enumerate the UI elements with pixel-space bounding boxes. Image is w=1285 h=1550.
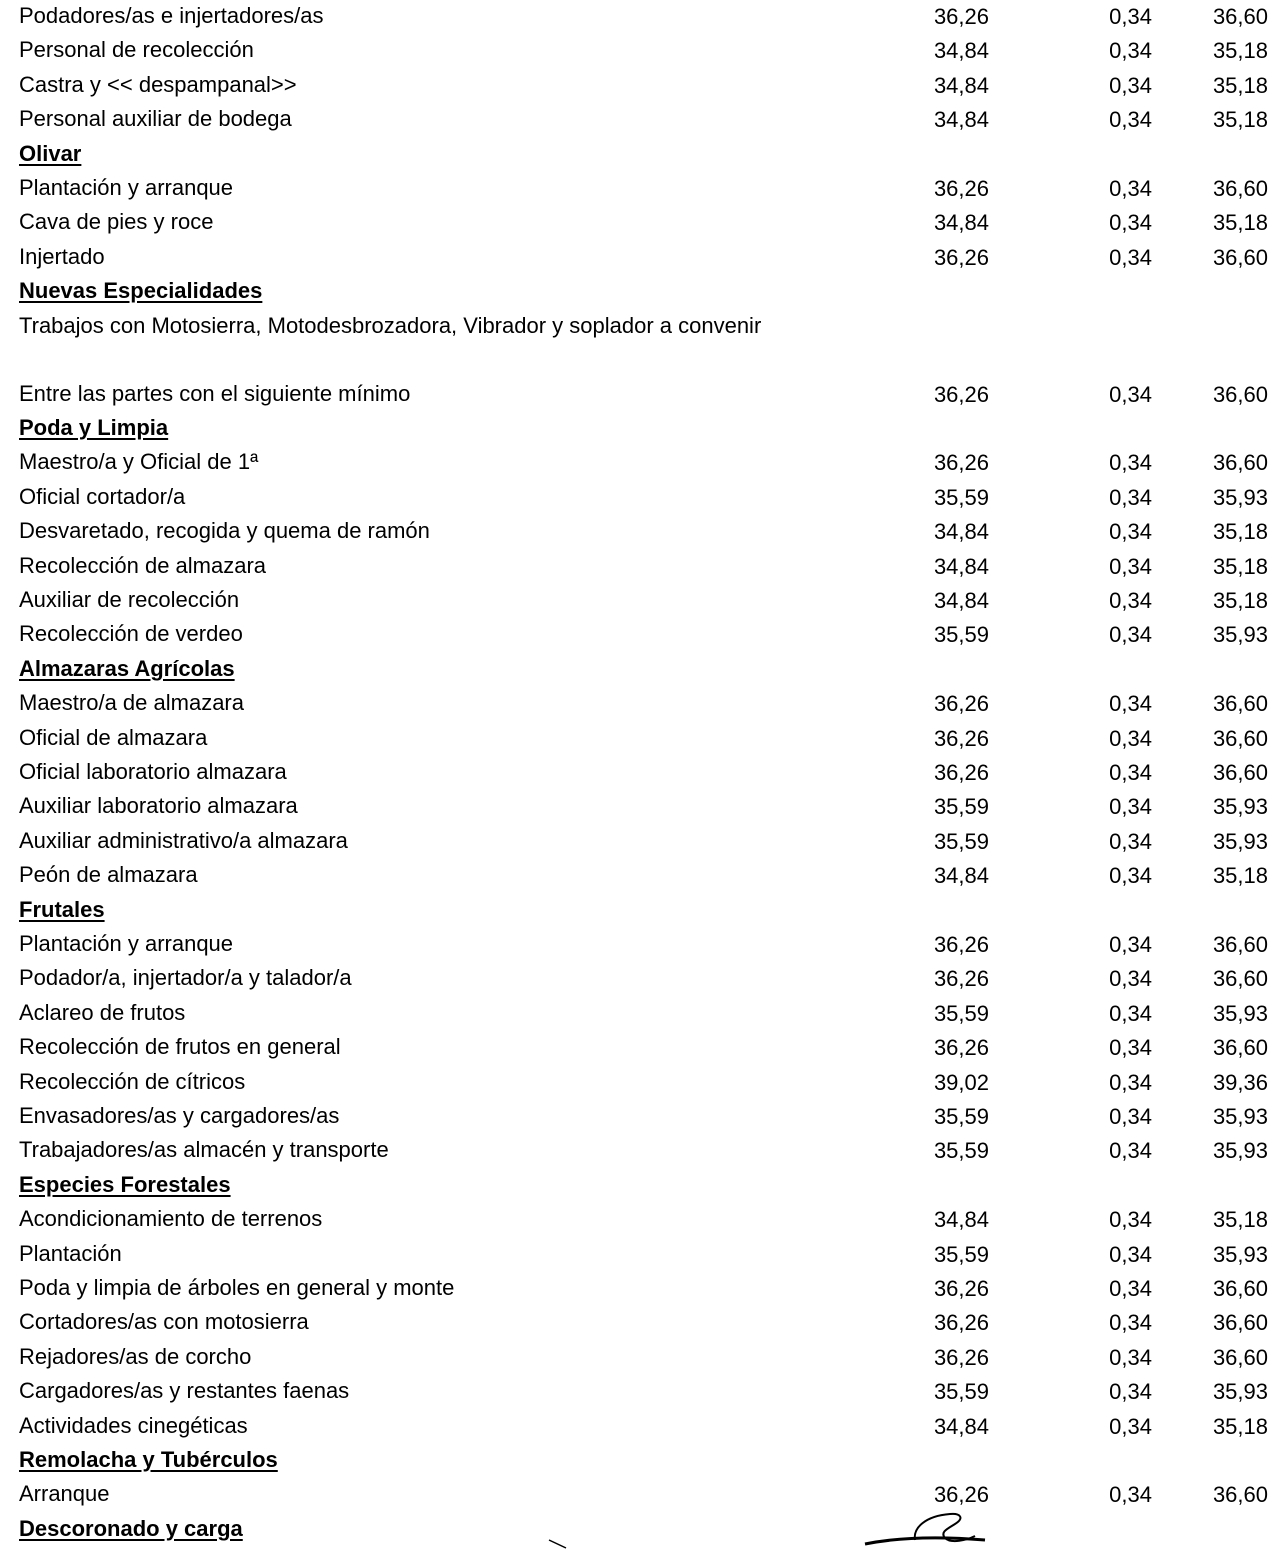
row-label: Oficial de almazara xyxy=(19,724,208,750)
table-row xyxy=(0,962,1285,996)
base-salary-value: 35,59 xyxy=(933,794,989,820)
table-row xyxy=(0,446,1285,480)
row-label: Cava de pies y roce xyxy=(19,209,214,235)
total-value: 35,93 xyxy=(1212,1104,1268,1129)
base-salary-value: 34,84 xyxy=(933,588,989,613)
row-label: Actividades cinegéticas xyxy=(19,1412,248,1438)
table-row xyxy=(0,34,1285,68)
row-label: Recolección de cítricos xyxy=(19,1068,246,1094)
increment-value: 0,34 xyxy=(1109,450,1152,476)
increment-value: 0,34 xyxy=(1109,622,1152,648)
row-label: Rejadores/as de corcho xyxy=(19,1343,252,1369)
table-row xyxy=(0,997,1285,1031)
total-value: 36,60 xyxy=(1212,1035,1268,1061)
total-value: 35,93 xyxy=(1212,794,1268,820)
table-row xyxy=(0,241,1285,275)
base-salary-value: 34,84 xyxy=(933,519,989,545)
section-heading-label: Especies Forestales xyxy=(19,1171,231,1197)
total-value: 36,60 xyxy=(1212,725,1268,751)
table-row xyxy=(0,1306,1285,1340)
table-row xyxy=(0,1066,1285,1100)
table-row xyxy=(0,103,1285,137)
total-value: 36,60 xyxy=(1212,4,1268,29)
row-label: Aclareo de frutos xyxy=(19,999,186,1025)
increment-value: 0,34 xyxy=(1109,1241,1152,1267)
row-label: Entre las partes con el siguiente mínimo xyxy=(19,380,411,406)
total-value: 36,60 xyxy=(1212,381,1268,407)
table-row xyxy=(0,1203,1285,1237)
row-label: Peón de almazara xyxy=(19,862,198,888)
increment-value: 0,34 xyxy=(1109,553,1152,579)
row-label: Plantación y arranque xyxy=(19,175,234,200)
table-row xyxy=(0,1410,1285,1444)
section-heading-label: Nuevas Especialidades xyxy=(19,278,263,304)
row-label: Oficial cortador/a xyxy=(19,483,186,509)
row-label: Maestro/a y Oficial de 1ª xyxy=(19,449,259,475)
base-salary-value: 36,26 xyxy=(933,244,989,270)
table-row xyxy=(0,378,1285,412)
row-label: Recolección de verdeo xyxy=(19,621,243,647)
increment-value: 0,34 xyxy=(1109,38,1152,64)
base-salary-value: 36,26 xyxy=(933,381,989,407)
base-salary-value: 36,26 xyxy=(933,725,989,751)
row-label: Auxiliar administrativo/a almazara xyxy=(19,827,348,853)
total-value: 35,93 xyxy=(1212,1241,1268,1267)
increment-value: 0,34 xyxy=(1109,691,1152,717)
total-value: 36,60 xyxy=(1212,691,1268,717)
section-heading xyxy=(0,653,1285,687)
table-row xyxy=(0,584,1285,618)
table-row xyxy=(0,1375,1285,1409)
table-row xyxy=(0,928,1285,962)
total-value: 36,60 xyxy=(1212,176,1268,201)
section-heading xyxy=(0,412,1285,446)
table-row xyxy=(0,0,1285,34)
table-row xyxy=(0,1341,1285,1375)
base-salary-value: 36,26 xyxy=(933,760,989,785)
table-row xyxy=(0,1238,1285,1272)
base-salary-value: 35,59 xyxy=(933,1000,989,1026)
total-value: 35,18 xyxy=(1212,1207,1268,1233)
total-value: 36,60 xyxy=(1212,760,1268,785)
section-heading xyxy=(0,1444,1285,1478)
row-label: Trabajadores/as almacén y transporte xyxy=(19,1137,389,1163)
total-value: 35,93 xyxy=(1212,622,1268,648)
table-row xyxy=(0,515,1285,549)
total-value: 35,18 xyxy=(1212,38,1268,64)
base-salary-value: 35,59 xyxy=(933,1138,989,1164)
section-heading xyxy=(0,1513,1285,1547)
base-salary-value: 36,26 xyxy=(933,691,989,717)
base-salary-value: 34,84 xyxy=(933,1207,989,1233)
table-row xyxy=(0,1272,1285,1306)
increment-value: 0,34 xyxy=(1109,725,1152,751)
base-salary-value: 36,26 xyxy=(933,1310,989,1336)
row-label: Auxiliar de recolección xyxy=(19,587,240,612)
base-salary-value: 35,59 xyxy=(933,1104,989,1129)
section-heading-label: Poda y Limpia xyxy=(19,415,169,440)
base-salary-value: 35,59 xyxy=(933,1379,989,1405)
increment-value: 0,34 xyxy=(1109,1138,1152,1164)
base-salary-value: 36,26 xyxy=(933,1344,989,1370)
total-value: 35,93 xyxy=(1212,484,1268,510)
total-value: 35,18 xyxy=(1212,519,1268,545)
stray-mark xyxy=(548,1538,568,1550)
increment-value: 0,34 xyxy=(1109,1000,1152,1026)
row-label: Personal auxiliar de bodega xyxy=(19,106,292,132)
total-value: 35,93 xyxy=(1212,828,1268,854)
base-salary-value: 36,26 xyxy=(933,932,989,957)
increment-value: 0,34 xyxy=(1109,4,1152,29)
increment-value: 0,34 xyxy=(1109,863,1152,889)
total-value: 36,60 xyxy=(1212,1276,1268,1301)
base-salary-value: 35,59 xyxy=(933,622,989,648)
base-salary-value: 34,84 xyxy=(933,210,989,236)
base-salary-value: 36,26 xyxy=(933,4,989,29)
base-salary-value: 34,84 xyxy=(933,38,989,64)
table-row xyxy=(0,756,1285,790)
base-salary-value: 36,26 xyxy=(933,1276,989,1301)
total-value: 35,18 xyxy=(1212,553,1268,579)
row-label: Auxiliar laboratorio almazara xyxy=(19,793,298,819)
base-salary-value: 34,84 xyxy=(933,863,989,889)
row-label: Castra y << despampanal>> xyxy=(19,71,297,97)
row-label: Desvaretado, recogida y quema de ramón xyxy=(19,518,430,544)
increment-value: 0,34 xyxy=(1109,176,1152,201)
base-salary-value: 36,26 xyxy=(933,1482,989,1508)
table-row xyxy=(0,859,1285,893)
increment-value: 0,34 xyxy=(1109,72,1152,98)
base-salary-value: 39,02 xyxy=(933,1069,989,1095)
table-row xyxy=(0,69,1285,103)
total-value: 39,36 xyxy=(1212,1069,1268,1095)
increment-value: 0,34 xyxy=(1109,828,1152,854)
increment-value: 0,34 xyxy=(1109,484,1152,510)
increment-value: 0,34 xyxy=(1109,1344,1152,1370)
base-salary-value: 34,84 xyxy=(933,1413,989,1439)
increment-value: 0,34 xyxy=(1109,1035,1152,1061)
row-label: Envasadores/as y cargadores/as xyxy=(19,1103,340,1128)
base-salary-value: 35,59 xyxy=(933,1241,989,1267)
table-row xyxy=(0,687,1285,721)
increment-value: 0,34 xyxy=(1109,588,1152,613)
increment-value: 0,34 xyxy=(1109,1413,1152,1439)
row-label: Recolección de almazara xyxy=(19,552,267,578)
section-heading xyxy=(0,894,1285,928)
increment-value: 0,34 xyxy=(1109,381,1152,407)
row-label: Arranque xyxy=(19,1481,110,1507)
row-label: Poda y limpia de árboles en general y monte xyxy=(19,1275,455,1300)
section-heading xyxy=(0,138,1285,172)
row-label: Cargadores/as y restantes faenas xyxy=(19,1378,350,1404)
table-row xyxy=(0,825,1285,859)
row-label: Maestro/a de almazara xyxy=(19,690,244,716)
base-salary-value: 35,59 xyxy=(933,828,989,854)
row-label: Plantación y arranque xyxy=(19,931,234,956)
total-value: 35,18 xyxy=(1212,863,1268,889)
total-value: 35,18 xyxy=(1212,72,1268,98)
table-row xyxy=(0,206,1285,240)
total-value: 36,60 xyxy=(1212,932,1268,957)
total-value: 35,18 xyxy=(1212,210,1268,236)
base-salary-value: 36,26 xyxy=(933,1035,989,1061)
table-row xyxy=(0,618,1285,652)
total-value: 35,93 xyxy=(1212,1138,1268,1164)
row-label: Oficial laboratorio almazara xyxy=(19,759,287,784)
base-salary-value: 36,26 xyxy=(933,450,989,476)
table-row xyxy=(0,790,1285,824)
section-heading-label: Remolacha y Tubérculos xyxy=(19,1447,278,1472)
row-label: Podadores/as e injertadores/as xyxy=(19,3,324,28)
total-value: 36,60 xyxy=(1212,1310,1268,1336)
section-heading-label: Almazaras Agrícolas xyxy=(19,655,235,681)
table-row xyxy=(0,481,1285,515)
total-value: 35,93 xyxy=(1212,1379,1268,1405)
table-row xyxy=(0,1134,1285,1168)
section-heading xyxy=(0,1169,1285,1203)
table-row xyxy=(0,722,1285,756)
table-row xyxy=(0,1031,1285,1065)
increment-value: 0,34 xyxy=(1109,1379,1152,1405)
row-label: Podador/a, injertador/a y talador/a xyxy=(19,965,352,991)
increment-value: 0,34 xyxy=(1109,1310,1152,1336)
row-label: Acondicionamiento de terrenos xyxy=(19,1206,323,1232)
total-value: 35,18 xyxy=(1212,588,1268,613)
increment-value: 0,34 xyxy=(1109,107,1152,133)
section-heading xyxy=(0,275,1285,309)
increment-value: 0,34 xyxy=(1109,1104,1152,1129)
section-heading-label: Descoronado y carga xyxy=(19,1515,243,1541)
table-row xyxy=(0,550,1285,584)
row-label: Plantación xyxy=(19,1240,122,1266)
total-value: 36,60 xyxy=(1212,1482,1268,1508)
total-value: 35,18 xyxy=(1212,107,1268,133)
total-value: 36,60 xyxy=(1212,244,1268,270)
base-salary-value: 35,59 xyxy=(933,484,989,510)
increment-value: 0,34 xyxy=(1109,1069,1152,1095)
total-value: 36,60 xyxy=(1212,966,1268,992)
increment-value: 0,34 xyxy=(1109,1276,1152,1301)
table-row xyxy=(0,1100,1285,1134)
section-heading-label: Frutales xyxy=(19,896,105,922)
increment-value: 0,34 xyxy=(1109,244,1152,270)
base-salary-value: 34,84 xyxy=(933,553,989,579)
table-row xyxy=(0,1478,1285,1512)
total-value: 36,60 xyxy=(1212,1344,1268,1370)
increment-value: 0,34 xyxy=(1109,932,1152,957)
total-value: 35,93 xyxy=(1212,1000,1268,1026)
row-label: Recolección de frutos en general xyxy=(19,1034,341,1060)
increment-value: 0,34 xyxy=(1109,1482,1152,1508)
row-label: Injertado xyxy=(19,243,105,269)
increment-value: 0,34 xyxy=(1109,210,1152,236)
total-value: 36,60 xyxy=(1212,450,1268,476)
base-salary-value: 34,84 xyxy=(933,72,989,98)
increment-value: 0,34 xyxy=(1109,794,1152,820)
base-salary-value: 36,26 xyxy=(933,966,989,992)
row-label: Personal de recolección xyxy=(19,37,254,63)
total-value: 35,18 xyxy=(1212,1413,1268,1439)
increment-value: 0,34 xyxy=(1109,1207,1152,1233)
section-heading-label: Olivar xyxy=(19,140,82,166)
row-label: Cortadores/as con motosierra xyxy=(19,1309,309,1335)
table-row xyxy=(0,310,1285,378)
base-salary-value: 36,26 xyxy=(933,176,989,201)
increment-value: 0,34 xyxy=(1109,966,1152,992)
base-salary-value: 34,84 xyxy=(933,107,989,133)
increment-value: 0,34 xyxy=(1109,760,1152,785)
signature-scribble xyxy=(855,1510,995,1550)
increment-value: 0,34 xyxy=(1109,519,1152,545)
table-row xyxy=(0,172,1285,206)
row-label: Trabajos con Motosierra, Motodesbrozadora, Vibrador y soplador a convenir xyxy=(19,312,762,338)
